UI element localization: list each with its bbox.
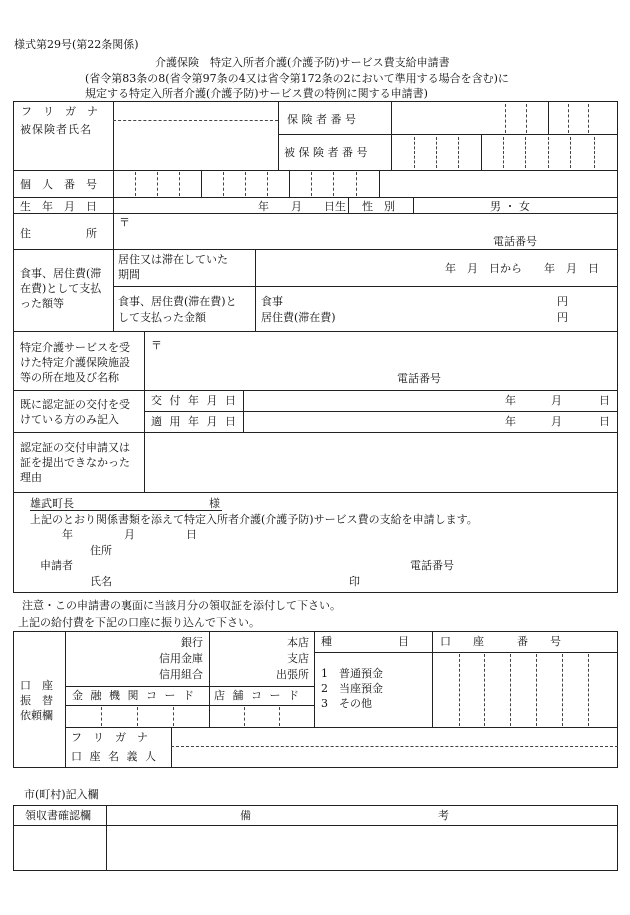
declaration-day-unit: 日	[186, 528, 197, 541]
insured-number-field[interactable]	[392, 135, 617, 169]
apply-month-unit: 月	[551, 415, 562, 428]
branch-name-field[interactable]	[212, 633, 272, 683]
form-subtitle-2: 規定する特定入所者介護(介護予防)サービス費の特例に関する申請書)	[85, 87, 428, 100]
account-type-option-2[interactable]: 2 当座預金	[321, 682, 383, 695]
facility-address-field[interactable]	[162, 335, 612, 385]
insured-number-label: 被 保 険 者 番 号	[284, 146, 368, 159]
furigana-field[interactable]	[116, 104, 274, 118]
municipal-section-label: 市(町村)記入欄	[24, 788, 99, 801]
branch-type-head: 本店	[287, 636, 309, 649]
meal-amount-field[interactable]	[300, 294, 550, 308]
reason-label-1: 認定証の交付申請又は	[20, 441, 130, 454]
account-holder-field[interactable]	[174, 748, 614, 766]
account-type-option-1[interactable]: 1 普通預金	[321, 667, 383, 680]
residence-amount-field[interactable]	[350, 310, 550, 324]
seal-mark: 印	[349, 575, 360, 588]
form-subtitle-1: (省令第83条の8(省令第97条の4又は省令第172条の2において準用する場合を含む)に	[85, 72, 509, 85]
branch-type-branch: 支店	[287, 652, 309, 665]
declaration-month-unit: 月	[124, 528, 135, 541]
mayor-name: 雄武町長	[30, 497, 74, 510]
facility-phone-label: 電話番号	[397, 372, 441, 385]
insured-name-field[interactable]	[116, 123, 274, 167]
issue-year-unit: 年	[505, 394, 516, 407]
apply-day-unit: 日	[599, 415, 610, 428]
postal-mark: 〒	[119, 216, 130, 229]
applicant-phone-label: 電話番号	[410, 559, 454, 572]
applicant-name-field[interactable]	[115, 574, 345, 588]
institution-code-label: 金 融 機 関 コ ー ド	[72, 689, 196, 702]
bank-section-label-1: 口 座	[20, 679, 53, 692]
branch-code-field[interactable]	[210, 706, 313, 726]
holder-furigana-field[interactable]	[174, 729, 614, 744]
stay-period-field[interactable]: 年 月 日から 年 月 日	[445, 262, 599, 275]
meal-yen-unit: 円	[557, 295, 568, 308]
applicant-name-label: 氏名	[90, 575, 112, 588]
birth-label: 生 年 月 日	[20, 200, 97, 213]
account-type-option-3[interactable]: 3 その他	[321, 697, 372, 710]
applicant-address-label: 住所	[90, 544, 112, 557]
bank-type-credit-bank: 信用金庫	[159, 652, 203, 665]
applicant-address-field[interactable]	[115, 543, 605, 557]
form-title: 介護保険 特定入所者介護(介護予防)サービス費支給申請書	[155, 56, 450, 69]
facility-label-2: けた特定介護保険施設	[20, 356, 130, 369]
amount-paid-label-1: 食事、居住費(滞在費)と	[118, 295, 237, 308]
account-number-label: 口 座 番 号	[440, 635, 561, 648]
amount-paid-label-2: して支払った金額	[118, 311, 206, 324]
stay-period-label-2: 期間	[118, 268, 140, 281]
cost-group-label-3: った額等	[20, 297, 64, 310]
reason-field[interactable]	[147, 435, 615, 490]
certificate-label-1: 既に認定証の交付を受	[20, 398, 130, 411]
applicant-phone-field[interactable]	[460, 558, 610, 572]
remarks-label: 備 考	[240, 809, 449, 822]
note-transfer: 上記の給付費を下記の口座に振り込んで下さい。	[18, 616, 260, 629]
bank-section-label-2: 振 替	[20, 694, 53, 707]
birth-date-field[interactable]: 年 月 日生	[258, 200, 346, 213]
bank-name-field[interactable]	[68, 633, 156, 683]
account-type-label: 種 目	[321, 635, 409, 648]
certificate-label-2: けている方のみ記入	[20, 413, 119, 426]
issue-day-unit: 日	[599, 394, 610, 407]
applicant-label: 申請者	[40, 559, 73, 572]
form-number: 様式第29号(第22条関係)	[14, 38, 139, 51]
honorific: 様	[209, 497, 220, 510]
note-attach-receipt: 注意・この申請書の裏面に当該月分の領収証を添付して下さい。	[22, 599, 341, 612]
receipt-check-field[interactable]	[15, 827, 104, 869]
address-phone-label: 電話番号	[493, 235, 537, 248]
facility-postal-mark: 〒	[151, 339, 162, 352]
address-label: 住 所	[20, 227, 97, 240]
personal-number-field[interactable]	[114, 171, 379, 196]
bank-type-bank: 銀行	[181, 636, 203, 649]
application-date-field[interactable]	[40, 527, 200, 541]
personal-number-label: 個 人 番 号	[20, 178, 97, 191]
bank-section-label-3: 依頼欄	[20, 709, 53, 722]
remarks-field[interactable]	[109, 827, 615, 869]
bank-type-credit-union: 信用組合	[159, 668, 203, 681]
apply-date-label: 適 用 年 月 日	[151, 415, 238, 428]
meal-label: 食事	[261, 295, 283, 308]
reason-label-2: 証を提出できなかった	[20, 456, 130, 469]
insurer-number-label: 保 険 者 番 号	[287, 113, 356, 126]
branch-type-sub: 出張所	[276, 668, 309, 681]
account-holder-label: 口 座 名 義 人	[71, 750, 158, 763]
holder-furigana-label: フ リ ガ ナ	[71, 731, 148, 744]
insured-name-label: 被保険者氏名	[20, 123, 92, 136]
issue-date-label: 交 付 年 月 日	[151, 394, 238, 407]
sex-label: 性 別	[362, 200, 395, 213]
address-field[interactable]	[130, 215, 610, 247]
facility-label-1: 特定介護サービスを受	[20, 341, 130, 354]
cost-group-label-2: 在費)として支払	[20, 282, 102, 295]
residence-yen-unit: 円	[557, 311, 568, 324]
issue-month-unit: 月	[551, 394, 562, 407]
cost-group-label-1: 食事、居住費(滞	[20, 267, 102, 280]
reason-label-3: 理由	[20, 471, 42, 484]
application-statement: 上記のとおり関係書類を添えて特定入所者介護(介護予防)サービス費の支給を申請します。	[30, 513, 478, 526]
apply-year-unit: 年	[505, 415, 516, 428]
furigana-label: フ リ ガ ナ	[21, 105, 98, 118]
sex-choice[interactable]: 男 ・ 女	[490, 200, 530, 213]
stay-period-label-1: 居住又は滞在していた	[118, 253, 228, 266]
declaration-year-unit: 年	[62, 528, 73, 541]
residence-cost-label: 居住費(滞在費)	[261, 311, 336, 324]
branch-code-label: 店 舗 コ ー ド	[214, 689, 301, 702]
facility-label-3: 等の所在地及び名称	[20, 371, 119, 384]
receipt-check-label: 領収書確認欄	[25, 809, 91, 822]
